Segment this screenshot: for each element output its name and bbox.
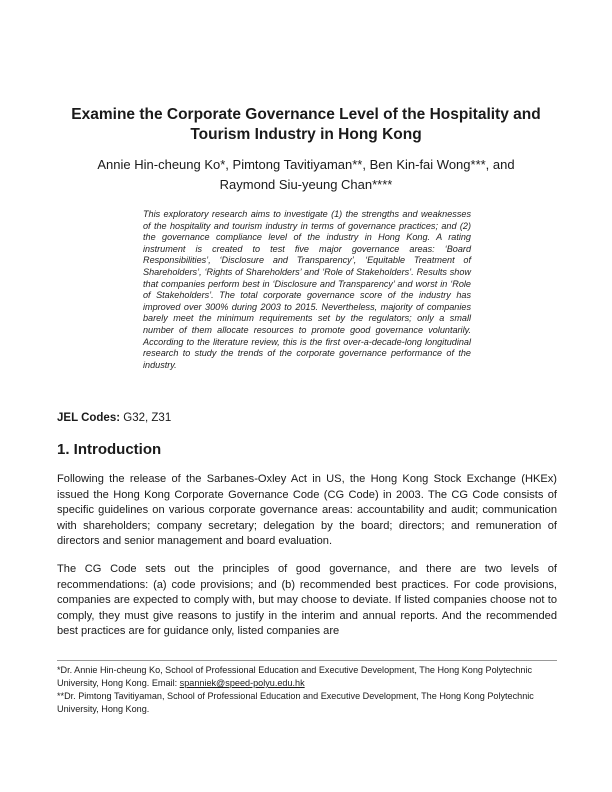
footnote-2: **Dr. Pimtong Tavitiyaman, School of Professional Education and Executive Development, The Hong Kong Polytechnic University, Hong Kong. <box>57 691 534 714</box>
jel-values: G32, Z31 <box>123 412 172 424</box>
jel-codes <box>57 412 171 424</box>
footnote-1-text: *Dr. Annie Hin-cheung Ko, School of Professional Education and Executive Development, The Hong Kong Polytechnic University, Hong Kong. Email: <box>57 665 533 688</box>
title-line-2: Tourism Industry in Hong Kong <box>190 126 422 143</box>
jel-label: JEL Codes: <box>57 412 121 424</box>
body-paragraph-1: Following the release of the Sarbanes-Oxley Act in US, the Hong Kong Stock Exchange (HKEx) issued the Hong Kong Corporate Governance Code (CG Code) in 2003. The CG Code consists of specific guidelines on various corporate governance areas: accountability and audit; communication with shareholders; company secretary; delegation by the board; directors; and remuneration of directors and senior management and board evaluation. <box>57 473 557 548</box>
body-paragraph-2: The CG Code sets out the principles of good governance, and there are two levels of recommendations: (a) code provisions; and (b) recommended best practices. For code provisions, companies are expected to comply with, but may choose to deviate. If listed companies choose not to comply, they must give reasons to justify in the interim and annual reports. And the recommended best practices are for guidance only, listed companies are <box>57 563 557 638</box>
author-email-link[interactable]: spanniek@speed-polyu.edu.hk <box>179 678 305 688</box>
paper-title <box>50 105 562 145</box>
footnote-divider <box>57 660 557 661</box>
authors-line-2: Raymond Siu-yeung Chan**** <box>219 177 393 192</box>
title-line-1: Examine the Corporate Governance Level of the Hospitality and <box>71 106 541 123</box>
abstract: This exploratory research aims to investigate (1) the strengths and weaknesses of the hospitality and tourism industry in terms of governance practices; and (2) the governance compliance level of the industry in Hong Kong. A rating instrument is created to test five major governance areas: ‘Board Responsibilities’, ‘Disclosure and Transparency’, ‘Equitable Treatment of Shareholders’, ‘Rights of Shareholders’ and ‘Role of Stakeholders’. Results show that companies perform best in ‘Disclosure and Transparency’ and worst in ‘Role of Stakeholders’. The total corporate governance score of the industry has improved over 300% during 2003 to 2015. Nevertheless, majority of companies barely meet the minimum requirements set by the regulators; only a small number of them allocate resources to promote good governance voluntarily. According to the literature review, this is the first over-a-decade-long longitudinal research to study the trends of the corporate governance performance of the industry. <box>143 209 471 370</box>
footnote-1 <box>57 664 557 690</box>
section-heading-introduction: 1. Introduction <box>57 441 162 458</box>
author-list <box>50 155 562 195</box>
authors-line-1: Annie Hin-cheung Ko*, Pimtong Tavitiyaman**, Ben Kin-fai Wong***, and <box>97 157 515 172</box>
footnotes <box>57 664 557 716</box>
